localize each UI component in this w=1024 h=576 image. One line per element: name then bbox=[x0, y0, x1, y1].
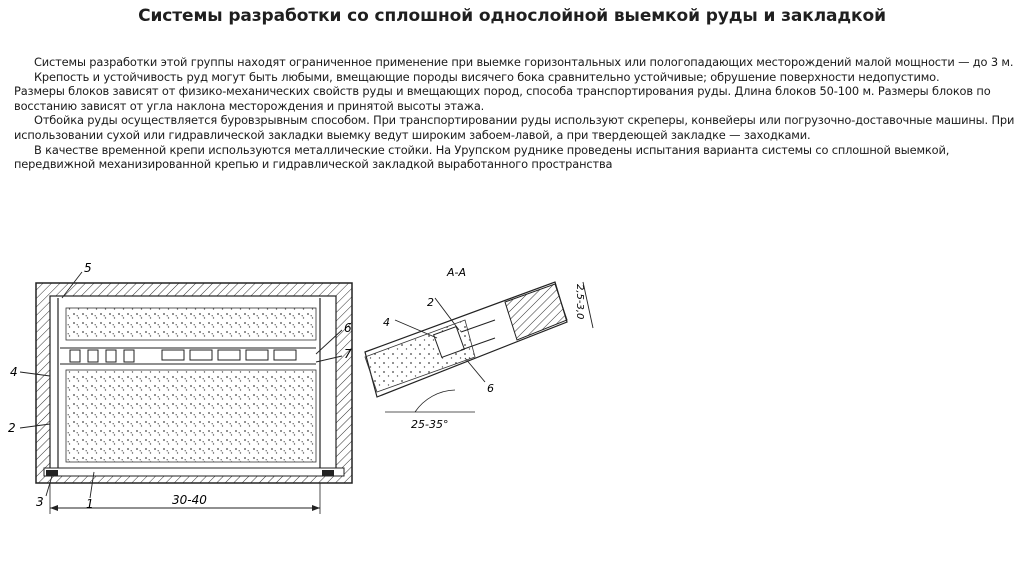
height-label: 2,5-3,0 bbox=[574, 284, 585, 320]
label-3: 3 bbox=[36, 495, 44, 509]
label-5: 5 bbox=[84, 261, 92, 275]
label-4: 4 bbox=[10, 365, 18, 379]
paragraph-5: В качестве временной крепи используются металлические стойки. На Урупском руднике проведены испытания варианта системы со сплошной выемкой, передвижной механизированной крепью и гидравлической закладкой выработанного пространства bbox=[14, 142, 950, 172]
label-2: 2 bbox=[427, 296, 434, 309]
label-7: 7 bbox=[344, 347, 352, 361]
paragraph-2: Крепость и устойчивость руд могут быть любыми, вмещающие породы висячего бока сравнительно устойчивые; обрушение поверхности недопустимо. bbox=[34, 69, 940, 84]
backfill-area bbox=[66, 370, 316, 462]
paragraph-4: Отбойка руды осуществляется буровзрывным способом. При транспортировании руды используют скреперы, конвейеры или погрузочно-доставочные машины. При использовании сухой или гидравлической закладки выемку ведут широким забоем-лавой, а при твердеющей закладке — заходками. bbox=[14, 113, 1015, 142]
label-1: 1 bbox=[86, 497, 94, 511]
section-figure bbox=[355, 262, 615, 437]
angle-label: 25-35° bbox=[411, 418, 449, 431]
paragraph-1: Системы разработки этой группы находят ограниченное применение при выемке горизонтальных или пологопадающих месторождений малой мощности — до 3 м. bbox=[34, 55, 1014, 69]
slide-title: Системы разработки со сплошной однослойной выемкой руды и закладкой bbox=[138, 6, 886, 26]
ore-band-top bbox=[66, 308, 316, 340]
inclined-seam bbox=[365, 282, 567, 397]
label-section: А-А bbox=[447, 266, 467, 279]
label-6: 6 bbox=[344, 321, 352, 335]
dimension-label: 30-40 bbox=[172, 493, 207, 507]
label-2: 2 bbox=[8, 421, 16, 435]
block-plan-figure bbox=[0, 258, 370, 530]
body-text bbox=[14, 55, 1018, 172]
label-4: 4 bbox=[383, 316, 390, 329]
label-6: 6 bbox=[487, 382, 494, 395]
paragraph-3: Размеры блоков зависят от физико-механических свойств руды и вмещающих пород, способа транспортирования руды. Длина блоков 50-100 м. Размеры блоков по восстанию зависят от угла наклона месторождения и принятой высоты этажа. bbox=[14, 84, 991, 113]
